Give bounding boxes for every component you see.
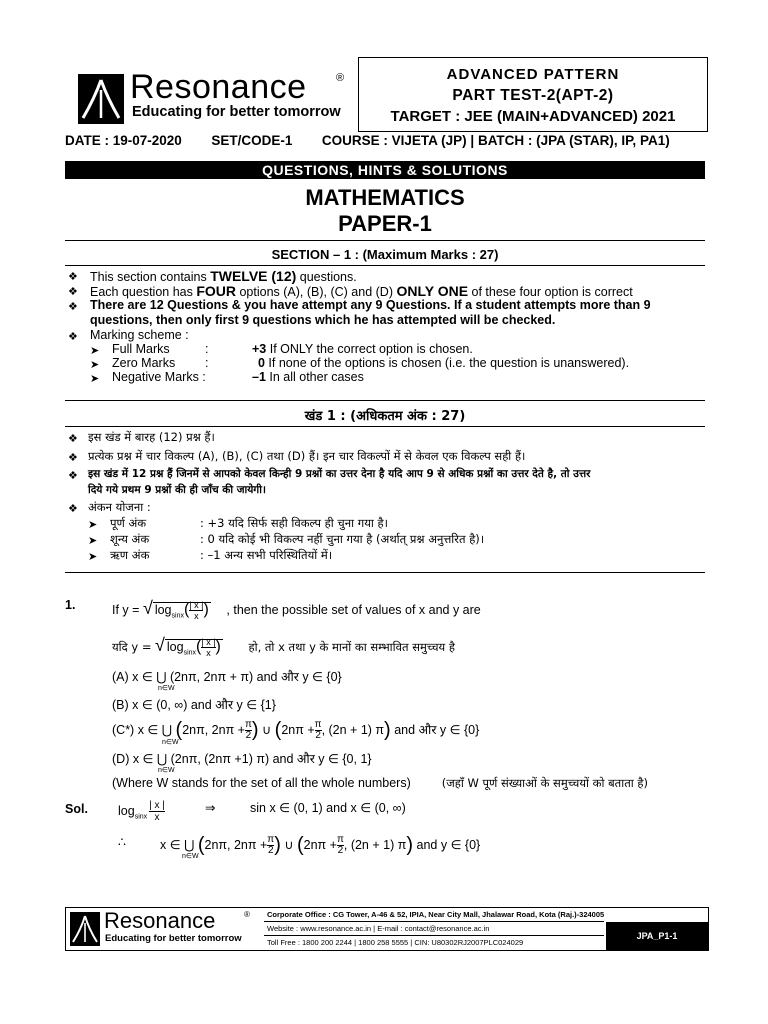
arrow-bullet-icon: ➤ [88, 519, 98, 531]
arrow-bullet-icon: ➤ [90, 345, 100, 357]
hi-bullet-1: इस खंड में बारह (12) प्रश्न हैं। [88, 430, 215, 444]
question-stem: If y = √ $\log_{sinx}$( $\frac{| x |}{x}$ ) , then the possible set of values of x and y are [112, 598, 481, 622]
subject-title: MATHEMATICS [305, 185, 465, 210]
hi-mark-3-text: : –1 अन्य सभी परिस्थितियों में। [200, 548, 333, 562]
diamond-bullet-icon: ❖ [68, 470, 78, 482]
footer-contact [264, 908, 604, 950]
subject-heading [65, 185, 705, 237]
implies-icon: ⇒ [205, 801, 216, 815]
sqrt-log-expression: √ $\log_{sinx}$( $\frac{| x |}{x}$ ) [142, 598, 209, 622]
diamond-bullet-icon: ❖ [68, 331, 78, 343]
arrow-bullet-icon: ➤ [90, 359, 100, 371]
diamond-bullet-icon: ❖ [68, 452, 78, 464]
option-b: (B) x ∈ (0, ∞) and और y ∈ {1} [112, 698, 276, 712]
footer-logo [70, 908, 250, 946]
title-line-1: ADVANCED PATTERN [446, 66, 620, 83]
course: COURSE : VIJETA (JP) | BATCH : (JPA (STAR), IP, PA1) [321, 133, 670, 148]
diamond-bullet-icon: ❖ [68, 503, 78, 515]
page-code: JPA_P1-1 [606, 922, 708, 950]
en-mark-3-label: Negative Marks : [112, 370, 206, 384]
diamond-bullet-icon: ❖ [68, 301, 78, 313]
therefore-icon: ∴ [118, 835, 126, 849]
hi-mark-2-text: : 0 यदि कोई भी विकल्प नहीं चुना गया है (अर्थात् प्रश्न अनुत्तरित है)। [200, 532, 485, 546]
brand-reg: ® [336, 72, 345, 84]
en-bullet-3-line-1: There are 12 Questions & you have attempt any 9 Questions. If a student attempts more than 9 [90, 298, 651, 312]
footer-brand-name: Resonance [104, 908, 216, 933]
brand-tagline: Educating for better tomorrow [132, 104, 341, 120]
hi-mark-1-text: : +3 यदि सिर्फ सही विकल्प ही चुना गया है। [200, 516, 388, 530]
arrow-bullet-icon: ➤ [88, 535, 98, 547]
footer-website: Website : www.resonance.ac.in | E-mail : contact@resonance.ac.in [264, 922, 604, 936]
en-mark-2-text: 0 If none of the options is chosen (i.e. the question is unanswered). [258, 356, 630, 370]
solution-label: Sol. [65, 802, 88, 816]
sqrt-log-expression: √ $\log_{sinx}$( $\frac{| x |}{x}$ ) [155, 635, 221, 659]
title-box [358, 57, 708, 132]
en-bullet-4: Marking scheme : [90, 328, 189, 342]
question-number: 1. [65, 598, 76, 612]
en-bullet-3-line-2: questions, then only first 9 questions which he has attempted will be checked. [90, 313, 556, 327]
divider [65, 426, 705, 427]
section-title-en: SECTION – 1 : (Maximum Marks : 27) [271, 247, 499, 262]
option-c: (C*) x ∈ ⋃ (2nπ, 2nπ + $\frac{\pi}{2}$ ) ∪ (2nπ + $\frac{\pi}{2}$ , (2n + 1) π) and और y ∈ {0} [112, 719, 480, 741]
paper-title: PAPER-1 [338, 211, 432, 236]
option-d: (D) x ∈ ⋃ (2nπ, (2nπ +1) π) and और y ∈ {0, 1} [112, 752, 372, 766]
date: DATE : 19-07-2020 [65, 133, 182, 148]
en-mark-1-label: Full Marks [112, 342, 170, 356]
question-stem-hindi: यदि y = √ $\log_{sinx}$( $\frac{| x |}{x}$ ) हो, तो x तथा y के मानों का सम्भावित समुच्चय है [112, 635, 455, 659]
colon: : [205, 356, 209, 370]
hi-bullet-3-line-2: दिये गये प्रथम 9 प्रश्नों की ही जाँच की जायेगी। [88, 484, 266, 496]
header-logo [78, 68, 350, 128]
title-line-2: PART TEST-2(APT-2) [452, 87, 614, 104]
solution-line-2: x ∈ ⋃ (2nπ, 2nπ + $\frac{\pi}{2}$ ) ∪ (2nπ + $\frac{\pi}{2}$ , (2n + 1) π) and y ∈ {0} [160, 834, 481, 856]
option-c-sub: n∈W [162, 739, 179, 746]
arrow-bullet-icon: ➤ [90, 373, 100, 385]
section-title-hi: खंड 1 : (अधिकतम अंक : 27) [304, 409, 466, 424]
divider [65, 240, 705, 241]
hi-bullet-4: अंकन योजना : [88, 500, 151, 514]
brand-name: Resonance [130, 68, 307, 106]
hi-bullet-3-line-1: इस खंड में 12 प्रश्न हैं जिनमें से आपको केवल किन्ही 9 प्रश्नों का उत्तर देना है यदि आप 9 से अधिक प्रश्नों का उत्तर देते है, तो उत्तर [88, 468, 591, 480]
question-note: (Where W stands for the set of all the whole numbers) (जहाँ W पूर्ण संख्याओं के समुच्चयों को बताता है) [112, 776, 648, 790]
diamond-bullet-icon: ❖ [68, 271, 78, 283]
hi-mark-3-label: ऋण अंक [110, 548, 150, 562]
section-bar: QUESTIONS, HINTS & SOLUTIONS [65, 161, 705, 179]
en-mark-1-text: +3 If ONLY the correct option is chosen. [252, 342, 473, 356]
footer-brand-reg: ® [244, 910, 250, 919]
footer-office: Corporate Office : CG Tower, A-46 & 52, IPIA, Near City Mall, Jhalawar Road, Kota (Raj.)-324005 [264, 908, 604, 922]
hi-mark-1-label: पूर्ण अंक [110, 516, 147, 530]
footer [65, 907, 709, 951]
footer-tollfree: Toll Free : 1800 200 2244 | 1800 258 5555 | CIN: U80302RJ2007PLC024029 [267, 938, 524, 947]
title-line-3: TARGET : JEE (MAIN+ADVANCED) 2021 [390, 108, 676, 125]
divider [65, 265, 705, 266]
set-code: SET/CODE-1 [211, 133, 293, 148]
arrow-bullet-icon: ➤ [88, 551, 98, 563]
colon: : [205, 342, 209, 356]
divider [65, 400, 705, 401]
option-a: (A) x ∈ ⋃ (2nπ, 2nπ + π) and और y ∈ {0} [112, 670, 342, 684]
solution-sub: n∈W [182, 853, 199, 860]
info-row [65, 133, 705, 148]
resonance-logo-icon [78, 74, 124, 124]
diamond-bullet-icon: ❖ [68, 286, 78, 298]
en-bullet-1: This section contains TWELVE (12) questions. [90, 268, 357, 284]
divider [65, 572, 705, 573]
footer-brand-tagline: Educating for better tomorrow [105, 933, 242, 944]
diamond-bullet-icon: ❖ [68, 433, 78, 445]
option-d-sub: n∈W [158, 767, 175, 774]
en-mark-2-label: Zero Marks [112, 356, 176, 370]
hi-bullet-2: प्रत्येक प्रश्न में चार विकल्प (A), (B), (C) तथा (D) हैं। इन चार विकल्पों में से केवल एक विकल्प सही हैं। [88, 449, 526, 463]
option-a-sub: n∈W [158, 685, 175, 692]
en-bullet-2: Each question has FOUR options (A), (B), (C) and (D) ONLY ONE of these four option is correct [90, 283, 633, 299]
solution-log: $\log_{sinx}$ $\frac{| x |}{x}$ [118, 800, 165, 823]
hi-mark-2-label: शून्य अंक [110, 532, 150, 546]
resonance-logo-icon [70, 912, 100, 946]
en-mark-3-text: –1 In all other cases [252, 370, 364, 384]
solution-line-1: sin x ∈ (0, 1) and x ∈ (0, ∞) [250, 801, 406, 815]
